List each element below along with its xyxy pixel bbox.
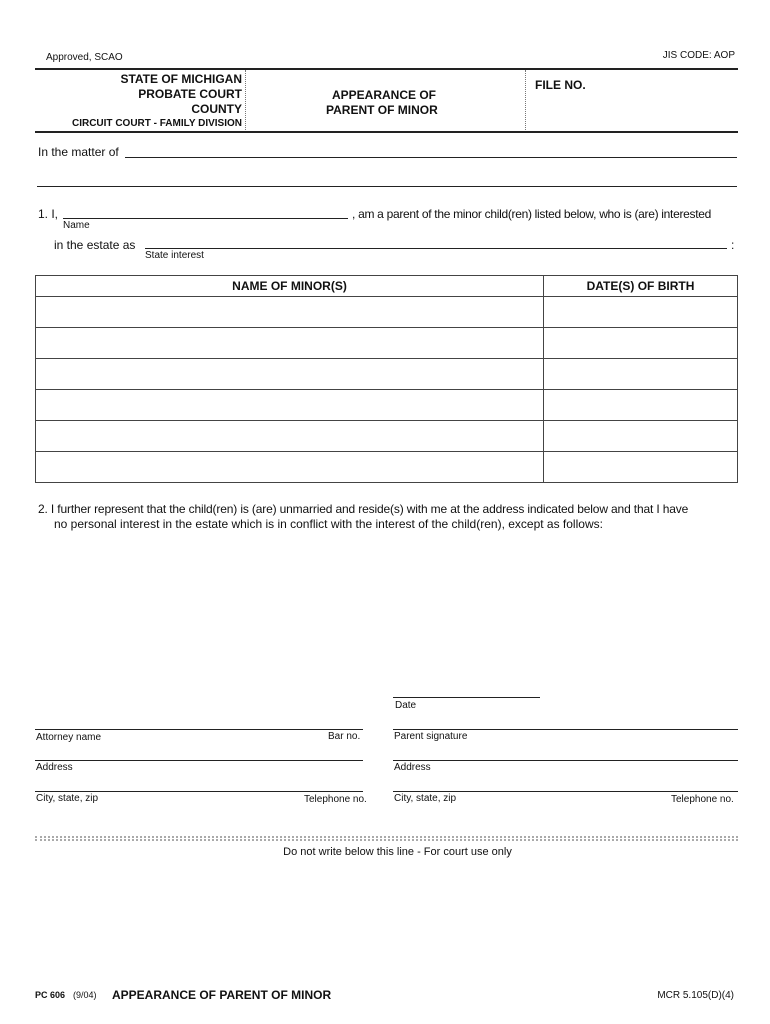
minor-name-cell[interactable]: [36, 328, 544, 359]
parent-address-caption: Address: [394, 762, 431, 773]
date-input[interactable]: [393, 697, 540, 698]
exceptions-area[interactable]: [54, 535, 737, 675]
table-row: [36, 421, 738, 452]
attorney-name-input[interactable]: [35, 729, 363, 730]
table-row: [36, 452, 738, 483]
parent-city-input[interactable]: [393, 791, 738, 792]
colon: :: [731, 238, 735, 252]
county-label: COUNTY: [191, 102, 242, 116]
dob-cell[interactable]: [544, 421, 738, 452]
col-dob-header: DATE(S) OF BIRTH: [544, 276, 738, 297]
parent-city-caption: City, state, zip: [394, 793, 457, 804]
circuit-label: CIRCUIT COURT - FAMILY DIVISION: [71, 118, 242, 129]
table-row: [36, 297, 738, 328]
dob-cell[interactable]: [544, 390, 738, 421]
item1-text: , am a parent of the minor child(ren) listed below, who is (are) interested: [352, 207, 712, 221]
probate-label: PROBATE COURT: [138, 87, 242, 101]
dob-cell[interactable]: [544, 297, 738, 328]
attorney-city-input[interactable]: [35, 791, 363, 792]
matter-input[interactable]: [125, 157, 737, 158]
state-interest-caption: State interest: [145, 250, 204, 261]
attorney-name-caption: Attorney name: [36, 732, 102, 743]
matter-label: In the matter of: [38, 145, 119, 159]
footer-title: APPEARANCE OF PARENT OF MINOR: [112, 988, 332, 1002]
approved-text: Approved, SCAO: [46, 52, 123, 63]
matter-input-2[interactable]: [37, 186, 737, 187]
table-row: [36, 328, 738, 359]
jis-code: JIS CODE: AOP: [662, 50, 735, 61]
item1-number: 1. I,: [38, 207, 59, 221]
estate-label: in the estate as: [54, 238, 136, 252]
attorney-phone-caption: Telephone no.: [304, 794, 367, 805]
court-use-divider: [35, 836, 738, 841]
court-rule: MCR 5.105(D)(4): [657, 990, 734, 1001]
parent-address-input[interactable]: [393, 760, 738, 761]
dob-cell[interactable]: [544, 328, 738, 359]
minor-name-cell[interactable]: [36, 452, 544, 483]
minor-name-cell[interactable]: [36, 359, 544, 390]
minor-name-cell[interactable]: [36, 297, 544, 328]
item2-line1: 2. I further represent that the child(ren) is (are) unmarried and reside(s) with me at the address indicated below and that I have: [38, 502, 689, 516]
minors-table: [35, 275, 738, 483]
bar-no-caption: Bar no.: [328, 731, 361, 742]
form-revision: (9/04): [73, 990, 97, 1000]
table-row: [36, 390, 738, 421]
state-interest-input[interactable]: [145, 248, 727, 249]
parent-signature-caption: Parent signature: [394, 731, 468, 742]
item2-line2: no personal interest in the estate which is in conflict with the interest of the child(ren), except as follows:: [54, 517, 603, 531]
dob-cell[interactable]: [544, 359, 738, 390]
name-caption: Name: [63, 220, 90, 231]
parent-phone-caption: Telephone no.: [671, 794, 734, 805]
col-name-header: NAME OF MINOR(S): [36, 276, 544, 297]
attorney-address-caption: Address: [36, 762, 73, 773]
court-use-notice: Do not write below this line - For court use only: [283, 846, 512, 858]
minor-name-cell[interactable]: [36, 421, 544, 452]
attorney-city-caption: City, state, zip: [36, 793, 99, 804]
date-caption: Date: [395, 700, 417, 711]
table-row: [36, 359, 738, 390]
minor-name-cell[interactable]: [36, 390, 544, 421]
attorney-address-input[interactable]: [35, 760, 363, 761]
dob-cell[interactable]: [544, 452, 738, 483]
parent-signature-input[interactable]: [393, 729, 738, 730]
form-number: PC 606: [35, 990, 66, 1000]
form-title-1: APPEARANCE OF: [332, 88, 437, 102]
file-no-label: FILE NO.: [535, 78, 586, 92]
form-title-2: PARENT OF MINOR: [326, 103, 438, 117]
parent-name-input[interactable]: [63, 218, 348, 219]
state-label: STATE OF MICHIGAN: [120, 72, 242, 86]
